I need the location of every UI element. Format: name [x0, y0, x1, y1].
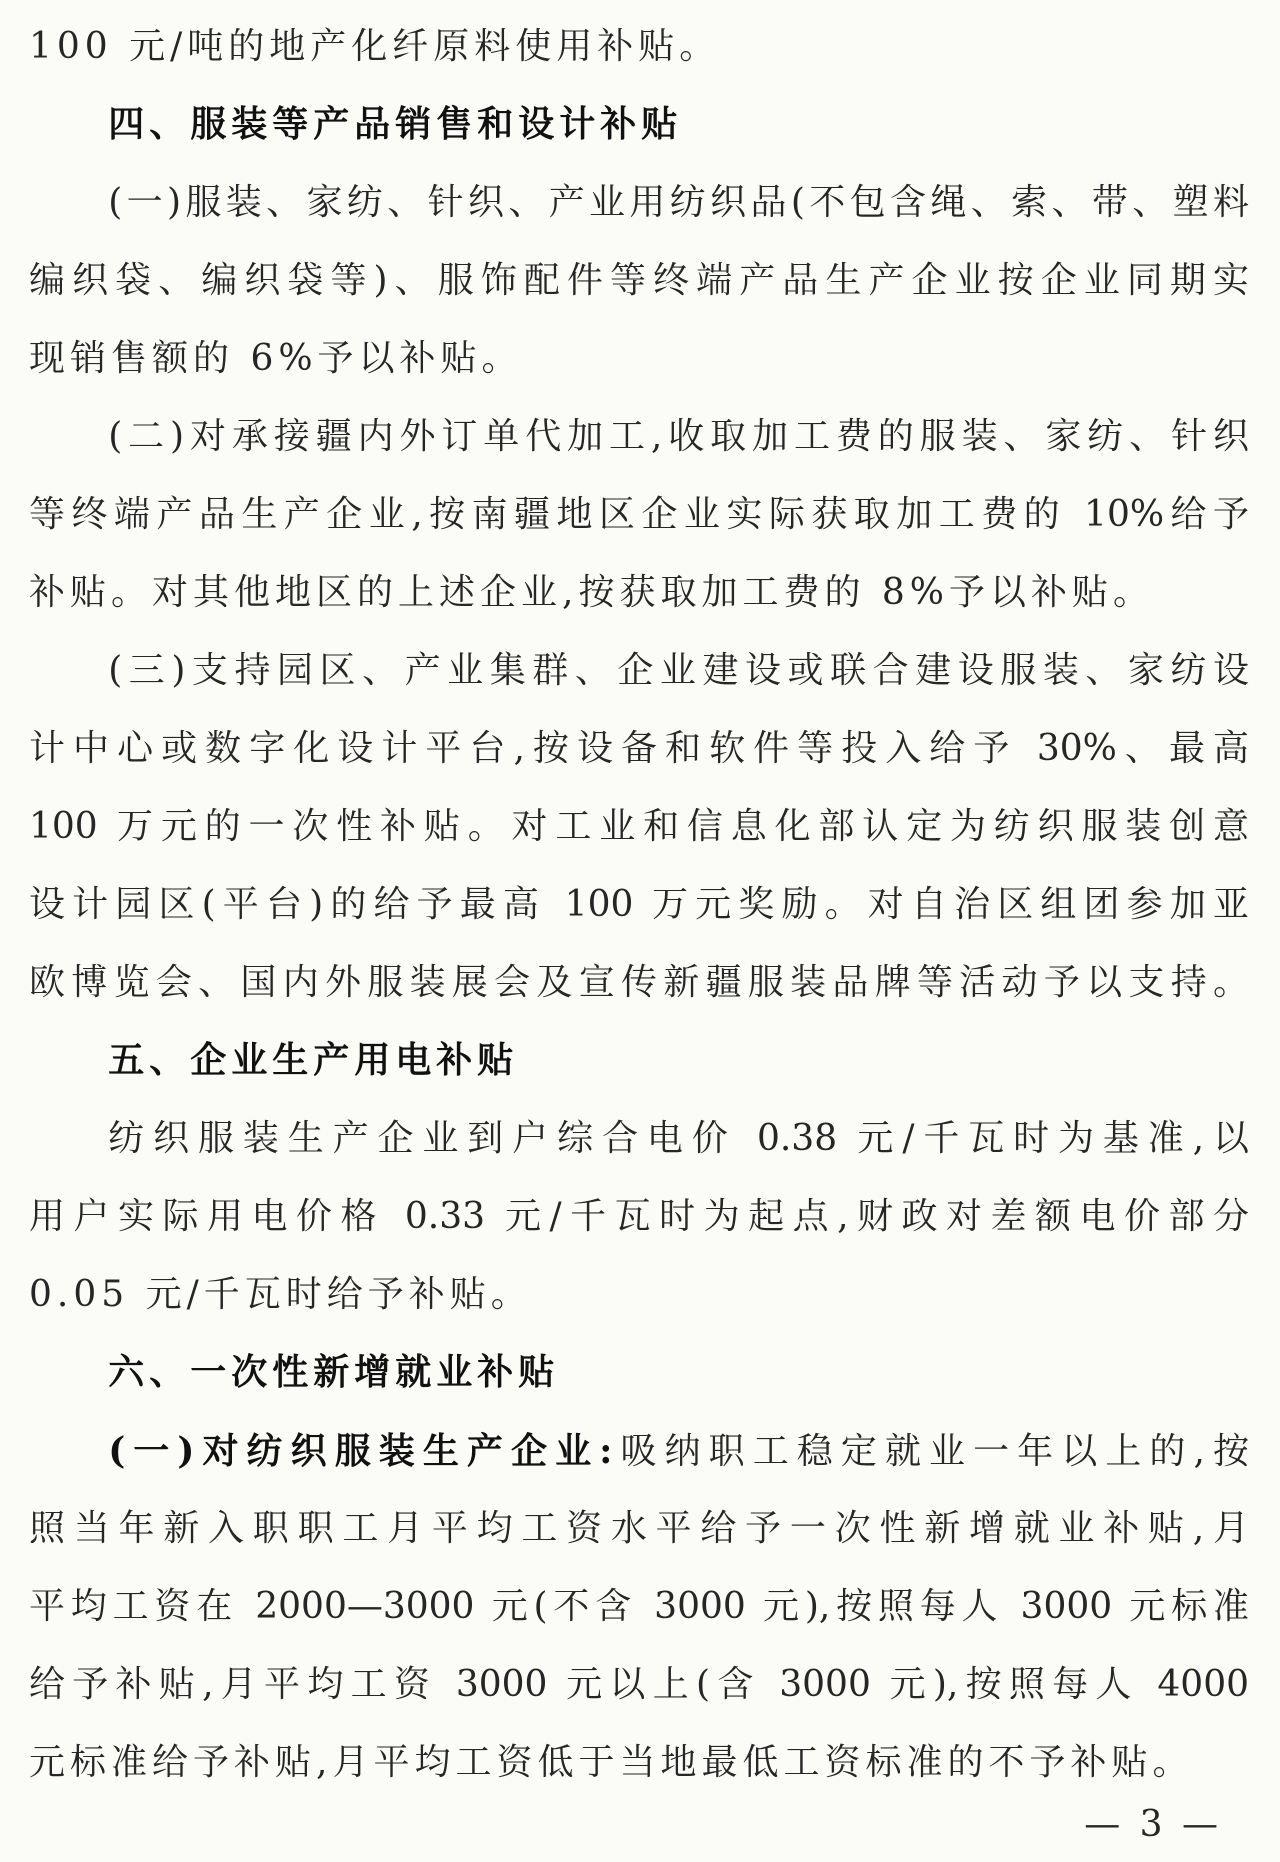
text-line: (三)支持园区、产业集群、企业建设或联合建设服装、家纺设 — [108, 650, 1249, 691]
text-line: 纺织服装生产企业到户综合电价 0.38 元/千瓦时为基准,以 — [108, 1118, 1249, 1159]
text-line: 用户实际用电价格 0.33 元/千瓦时为起点,财政对差额电价部分 — [29, 1196, 1249, 1237]
section-heading — [29, 1022, 1249, 1100]
text-line: 100 万元的一次性补贴。对工业和信息化部认定为纺织服装创意 — [29, 806, 1249, 847]
line-text: 吸纳职工稳定就业一年以上的,按 — [612, 1431, 1249, 1472]
paragraph — [29, 1412, 1249, 1802]
document-body — [29, 8, 1249, 1802]
text-line: 计中心或数字化设计平台,按设备和软件等投入给予 30%、最高 — [29, 728, 1249, 769]
text-line: (一)服装、家纺、针织、产业用纺织品(不包含绳、索、带、塑料 — [108, 182, 1249, 223]
text-line: 四、服装等产品销售和设计补贴 — [108, 104, 683, 145]
text-line: 平均工资在 2000—3000 元(不含 3000 元),按照每人 3000 元标准 — [29, 1586, 1249, 1627]
text-line: 0.05 元/千瓦时给予补贴。 — [29, 1274, 532, 1315]
text-line: 元标准给予补贴,月平均工资低于当地最低工资标准的不予补贴。 — [29, 1742, 1194, 1783]
page-number: — 3 — — [1084, 1804, 1222, 1845]
text-line: 五、企业生产用电补贴 — [108, 1040, 519, 1081]
text-line: 六、一次性新增就业补贴 — [108, 1352, 560, 1393]
paragraph — [29, 164, 1249, 398]
text-line: 现销售额的 6%予以补贴。 — [29, 338, 523, 379]
text-line: 100 元/吨的地产化纤原料使用补贴。 — [29, 26, 721, 67]
text-line: 照当年新入职职工月平均工资水平给予一次性新增就业补贴,月 — [29, 1508, 1249, 1549]
text-line: 欧博览会、国内外服装展会及宣传新疆服装品牌等活动予以支持。 — [29, 962, 1249, 1003]
paragraph-lead: (一)对纺织服装生产企业: — [108, 1430, 613, 1472]
paragraph — [29, 1100, 1249, 1334]
text-line — [29, 1412, 1249, 1490]
text-line: 编织袋、编织袋等)、服饰配件等终端产品生产企业按企业同期实 — [29, 260, 1249, 301]
section-heading — [29, 1334, 1249, 1412]
paragraph — [29, 8, 1249, 86]
text-line: 给予补贴,月平均工资 3000 元以上(含 3000 元),按照每人 4000 — [29, 1664, 1249, 1705]
section-heading — [29, 86, 1249, 164]
paragraph — [29, 632, 1249, 1022]
text-line: 补贴。对其他地区的上述企业,按获取加工费的 8%予以补贴。 — [29, 572, 1154, 613]
paragraph — [29, 398, 1249, 632]
text-line: 等终端产品生产企业,按南疆地区企业实际获取加工费的 10%给予 — [29, 494, 1249, 535]
text-line: 设计园区(平台)的给予最高 100 万元奖励。对自治区组团参加亚 — [29, 884, 1249, 925]
text-line: (二)对承接疆内外订单代加工,收取加工费的服装、家纺、针织 — [108, 416, 1249, 457]
